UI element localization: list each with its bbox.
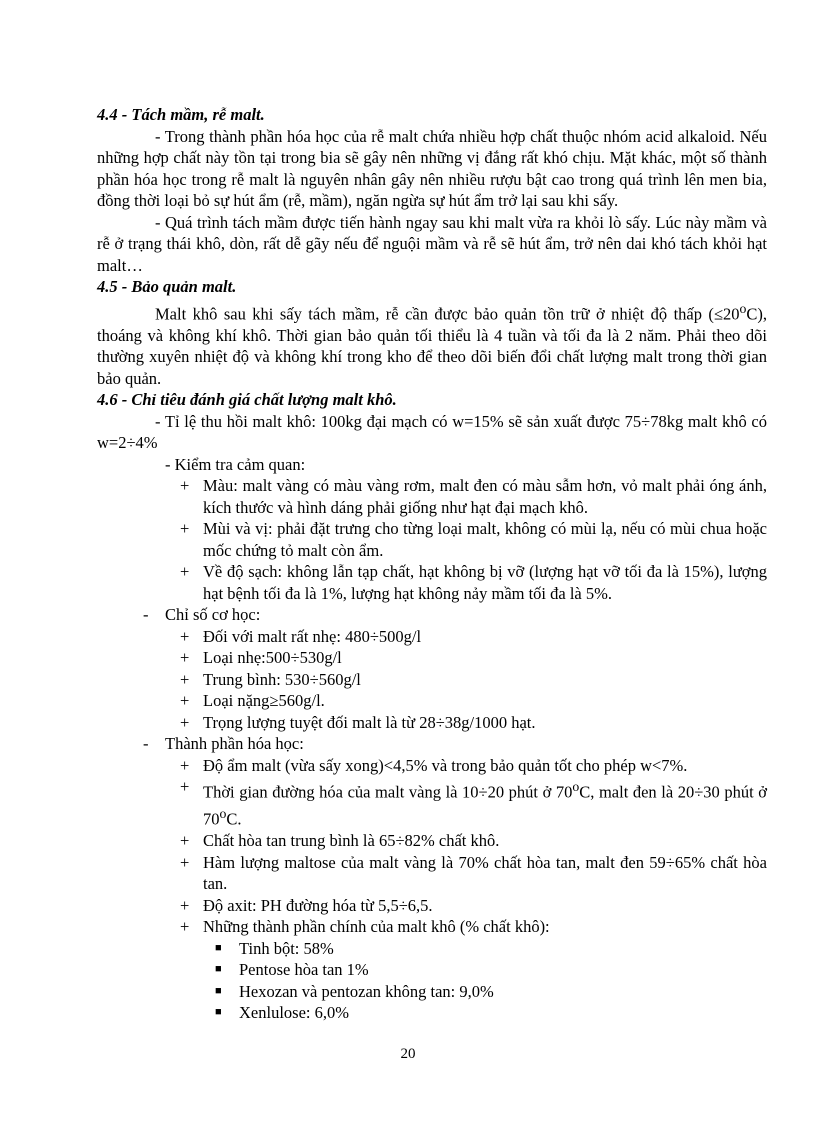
list-item: + Màu: malt vàng có màu vàng rơm, malt đen có màu sẫm hơn, vỏ malt phải óng ánh, kích thước và hình dáng phải giống như hạt đại mạch khô. (180, 476, 767, 517)
section-heading-4-6: 4.6 - Chỉ tiêu đánh giá chất lượng malt khô. (97, 390, 397, 409)
paragraph: - Trong thành phần hóa học của rễ malt chứa nhiều hợp chất thuộc nhóm acid alkaloid. Nếu những hợp chất này tồn tại trong bia sẽ gây nên những vị đắng rất khó chịu. Mặt khác, một số thành phần hóa học trong rễ malt là nguyên nhân gây nên nhiều rượu bật cao trong quá trình lên men bia, đồng thời loại bỏ sự hút ẩm (rễ, mầm), ngăn ngừa sự hút ẩm trở lại sau khi sấy. (97, 126, 767, 210)
plus-bullet-icon: + (180, 519, 190, 538)
plus-bullet-icon: + (180, 476, 190, 495)
square-bullet-icon: ■ (215, 963, 222, 975)
paragraph: - Quá trình tách mầm được tiến hành ngay sau khi malt vừa ra khỏi lò sấy. Lúc này mầm và rễ ở trạng thái khô, dòn, rất dễ gãy nếu để nguội mầm và rễ sẽ hút ẩm, trở nên dai khó tách khỏi hạt malt… (97, 212, 767, 275)
list-item: ■ Xenlulose: 6,0% (215, 1003, 349, 1022)
list-item: + Độ axit: PH đường hóa từ 5,5÷6,5. (180, 895, 433, 915)
list-item: + Thời gian đường hóa của malt vàng là 10÷20 phút ở 70$^o$C, malt đen là 20÷30 phút ở 70$^o$C. (180, 777, 767, 829)
list-item: + Loại nặng≥560g/l. (180, 691, 325, 710)
list-item: ■ Hexozan và pentozan không tan: 9,0% (215, 981, 494, 1001)
plus-bullet-icon: + (180, 648, 190, 667)
list-item: + Hàm lượng maltose của malt vàng là 70% chất hòa tan, malt đen 59÷65% chất hòa tan. (180, 852, 767, 893)
plus-bullet-icon: + (180, 777, 190, 796)
square-bullet-icon: ■ (215, 984, 222, 997)
plus-bullet-icon: + (180, 852, 190, 872)
plus-bullet-icon: + (180, 691, 190, 710)
plus-bullet-icon: + (180, 562, 190, 581)
list-item: + Loại nhẹ:500÷530g/l (180, 648, 342, 667)
plus-bullet-icon: + (180, 626, 190, 646)
list-item: - Chỉ số cơ học: (143, 605, 261, 624)
list-item: - Thành phần hóa học: (143, 734, 304, 753)
list-item: ■ Pentose hòa tan 1% (215, 960, 369, 979)
square-bullet-icon: ■ (215, 941, 222, 954)
list-item: + Mùi và vị: phải đặt trưng cho từng loại malt, không có mùi lạ, nếu có mùi chua hoặc mốc chứng tỏ malt còn ẩm. (180, 519, 767, 560)
square-bullet-icon: ■ (215, 1006, 222, 1018)
paragraph: Malt khô sau khi sấy tách mầm, rễ cần được bảo quản tồn trữ ở nhiệt độ thấp $(\le 20^oC)$, thoáng và không khí khô. Thời gian bảo quản tối thiểu là 4 tuần và tối đa là 2 năm. Phải theo dõi thường xuyên nhiệt độ và không khí trong kho để theo dõi biến đổi chất lượng malt trong thời gian bảo quản. (97, 300, 767, 388)
list-item: ■ Tinh bột: 58% (215, 938, 334, 958)
paragraph: - Tỉ lệ thu hồi malt khô: 100kg đại mạch có w=15% sẽ sản xuất được 75÷78kg malt khô có w=2÷4% (97, 411, 767, 452)
list-item: + Những thành phần chính của malt khô (% chất khô): (180, 917, 550, 936)
list-item: + Độ ẩm malt (vừa sấy xong)<4,5% và trong bảo quản tốt cho phép w<7%. (180, 755, 688, 775)
plus-bullet-icon: + (180, 712, 190, 732)
dash-bullet-icon: - (143, 605, 149, 624)
plus-bullet-icon: + (180, 917, 190, 936)
plus-bullet-icon: + (180, 669, 190, 689)
list-item: + Trung bình: 530÷560g/l (180, 669, 361, 689)
plus-bullet-icon: + (180, 831, 190, 850)
section-heading-4-5: 4.5 - Bảo quản malt. (97, 277, 237, 296)
plus-bullet-icon: + (180, 895, 190, 915)
plus-bullet-icon: + (180, 755, 190, 775)
section-heading-4-4: 4.4 - Tách mầm, rễ malt. (97, 105, 265, 124)
list-item: + Đối với malt rất nhẹ: 480÷500g/l (180, 626, 422, 646)
dash-bullet-icon: - (143, 734, 149, 753)
list-item: + Trọng lượng tuyệt đối malt là từ 28÷38g/1000 hạt. (180, 712, 536, 732)
list-item: + Chất hòa tan trung bình là 65÷82% chất khô. (180, 831, 500, 850)
document-page (97, 104, 767, 1024)
list-item: + Về độ sạch: không lẫn tạp chất, hạt không bị vỡ (lượng hạt vỡ tối đa là 15%), lượng hạt bệnh tối đa là 1%, lượng hạt không nảy mầm tối đa là 5%. (180, 562, 767, 603)
sensory-title: - Kiểm tra cảm quan: (165, 454, 306, 474)
page-number: 20 (400, 1046, 416, 1062)
